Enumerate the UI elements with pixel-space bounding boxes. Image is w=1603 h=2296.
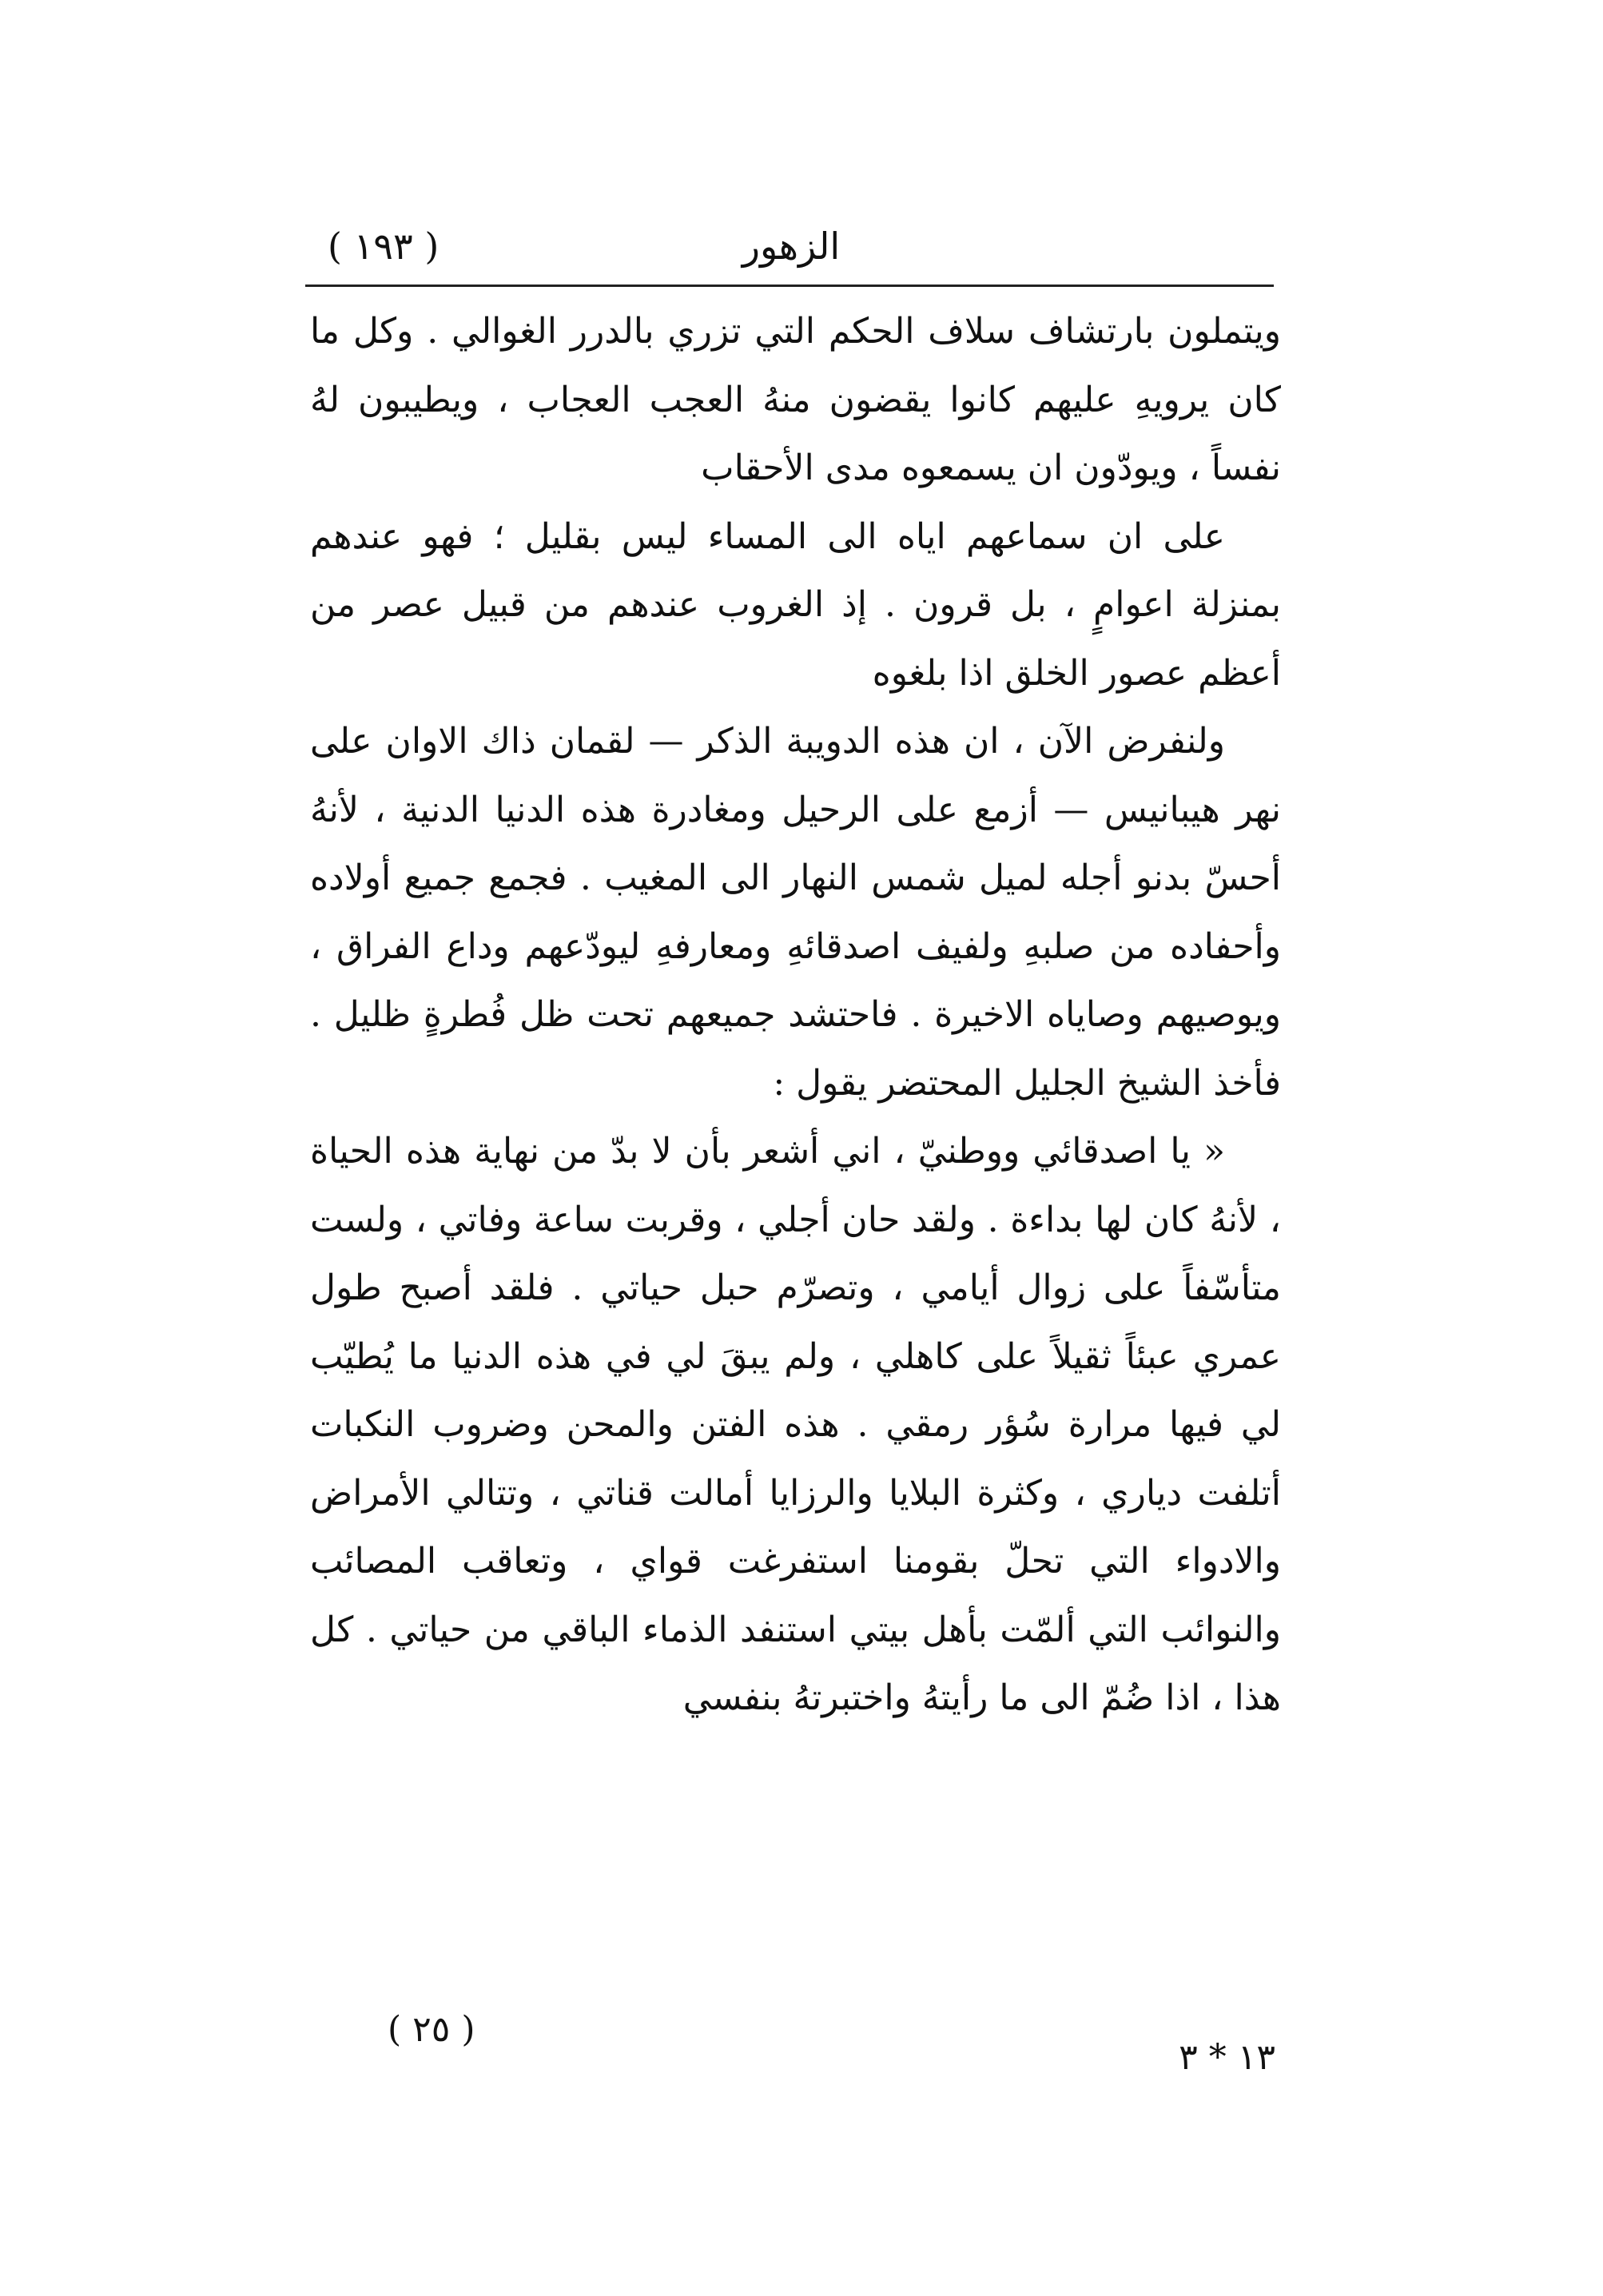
signature-mark: ( ٢٥ ) bbox=[388, 2009, 475, 2050]
paragraph-1: ويتملون بارتشاف سلاف الحكم التي تزري بالدرر الغوالي . وكل ما كان يرويهِ عليهم كانوا يقضون منهُ العجب العجاب ، ويطيبون لهُ نفساً ، ويودّون ان يسمعوه مدى الأحقاب bbox=[310, 311, 1281, 488]
running-title: الزهور bbox=[742, 225, 841, 268]
paragraph-4: « يا اصدقائي ووطنيّ ، اني أشعر بأن لا بدّ من نهاية هذه الحياة ، لأنهُ كان لها بداءة . ولقد حان أجلي ، وقربت ساعة وفاتي ، ولست متأسّفاً على زوال أيامي ، وتصرّم حبل حياتي . فلقد أصبح طول عمري عبئاً ثقيلاً على كاهلي ، ولم يبقَ لي في هذه الدنيا ما يُطيّب لي فيها مرارة سُؤر رمقي . هذه الفتن والمحن وضروب النكبات أتلفت دياري ، وكثرة البلايا والرزايا أمالت قناتي ، وتتالي الأمراض والادواء التي تحلّ بقومنا استفرغت قواي ، وتعاقب المصائب والنوائب التي ألمّت بأهل بيتي استنفد الذماء الباقي من حياتي . كل هذا ، اذا ضُمّ الى ما رأيتهُ واختبرتهُ بنفسي bbox=[310, 1131, 1281, 1718]
page-number: ( ١٩٣ ) bbox=[328, 225, 440, 268]
header-rule bbox=[305, 285, 1274, 287]
paragraph-3: ولنفرض الآن ، ان هذه الدويبة الذكر — لقمان ذاك الاوان على نهر هيبانيس — أزمع على الرحيل ومغادرة هذه الدنيا الدنية ، لأنهُ أحسّ بدنو أجله لميل شمس النهار الى المغيب . فجمع جميع أولاده وأحفاده من صلبهِ ولفيف اصدقائهِ ومعارفهِ ليودّعهم وداع الفراق ، ويوصيهم وصاياه الاخيرة . فاحتشد جميعهم تحت ظل فُطرةٍ ظليل . فأخذ الشيخ الجليل المحتضر يقول : bbox=[310, 721, 1281, 1104]
body-text bbox=[310, 297, 1281, 1733]
folio-mark: ١٣ * ٣ bbox=[1179, 2037, 1275, 2078]
running-header bbox=[312, 214, 1271, 278]
paragraph-2: على ان سماعهم اياه الى المساء ليس بقليل ؛ فهو عندهم بمنزلة اعوامٍ ، بل قرون . إذ الغروب عندهم من قبيل عصر من أعظم عصور الخلق اذا بلغوه bbox=[310, 515, 1281, 694]
